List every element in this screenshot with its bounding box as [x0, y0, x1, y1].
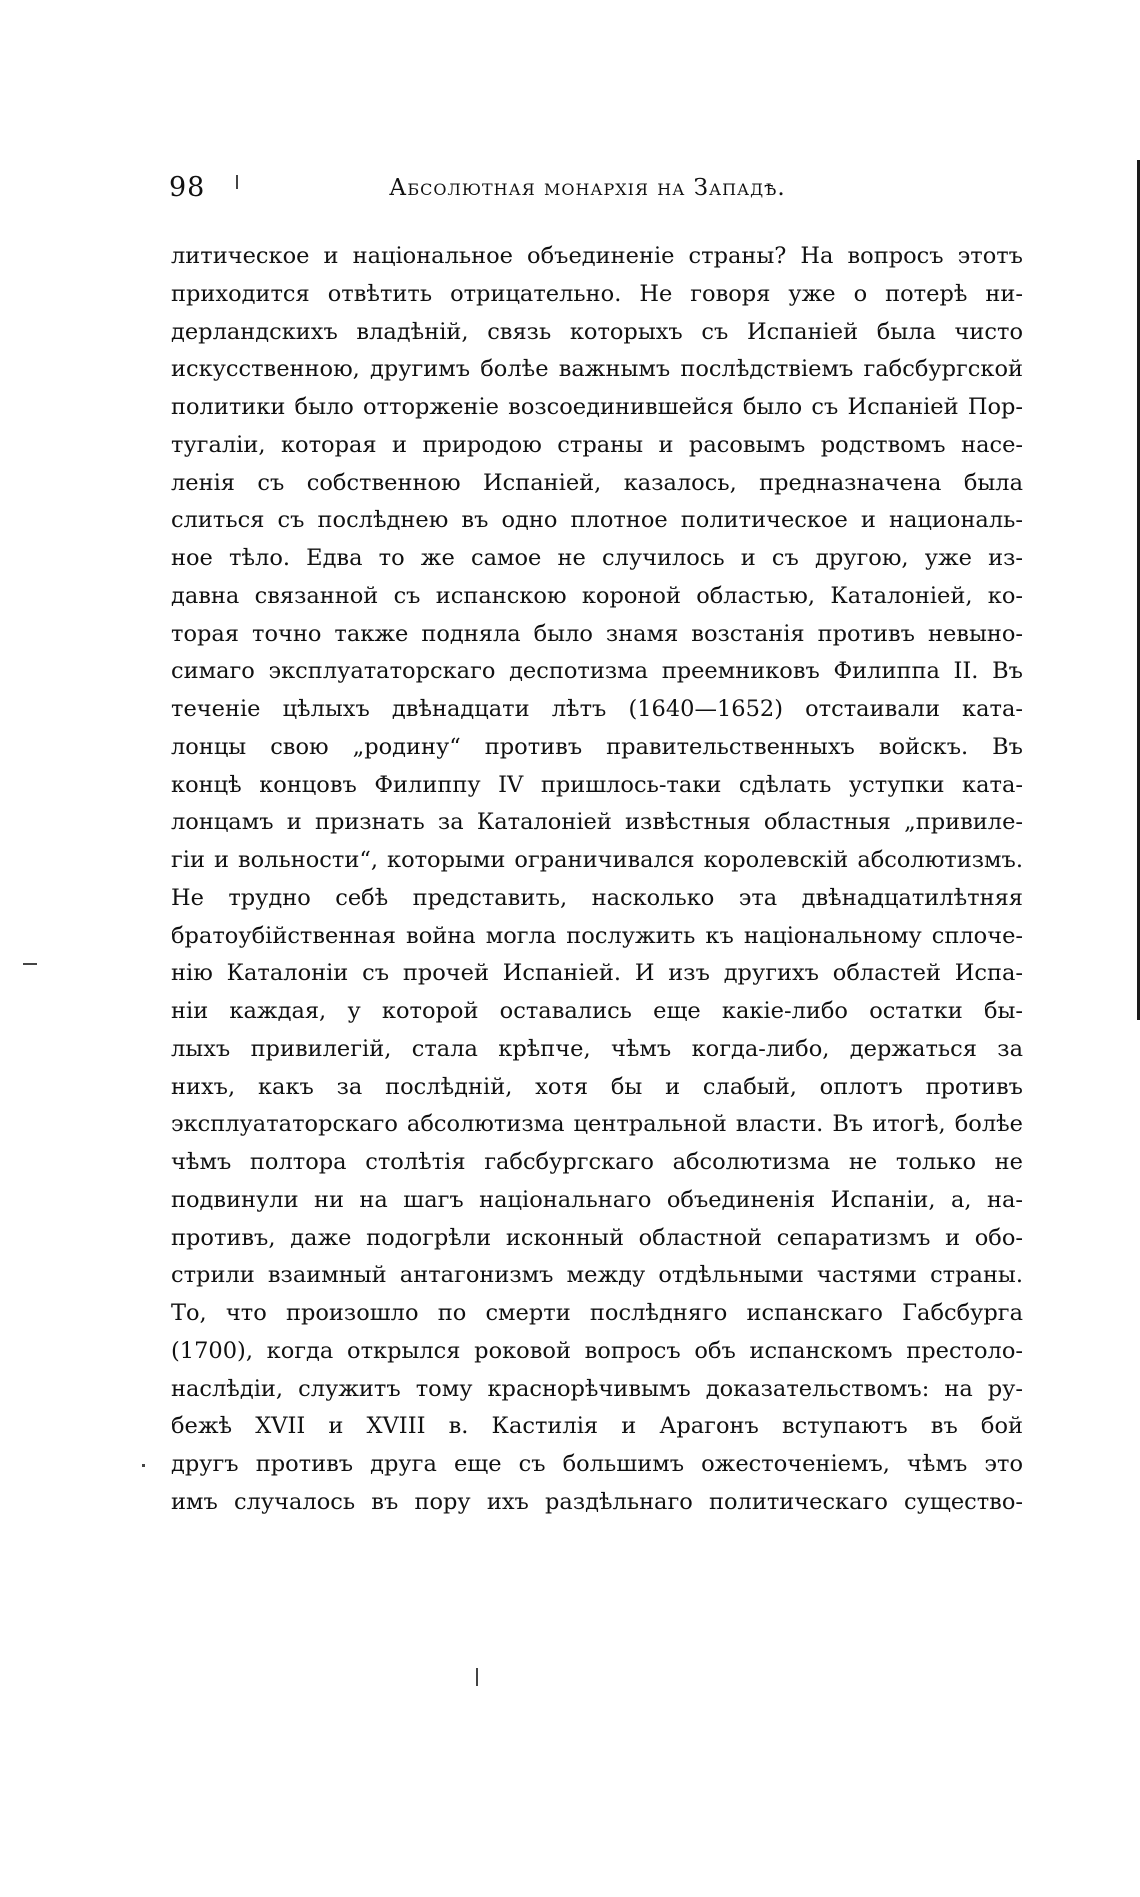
text-line: ніи каждая, у которой оставались еще какіе-либо остатки бы- [171, 998, 1023, 1024]
text-line: братоубійственная война могла послужить къ національному сплоче- [171, 922, 1023, 949]
text-line: давна связанной съ испанскою короной областью, Каталоніей, ко- [171, 582, 1023, 609]
text-line: бежѣ XVII и XVIII в. Кастилія и Арагонъ вступаютъ въ бой [171, 1413, 1023, 1440]
body-text [171, 238, 1023, 1522]
text-line: гіи и вольности“, которыми ограничивался королевскій абсолютизмъ. [171, 847, 1023, 873]
text-line: дерландскихъ владѣній, связь которыхъ съ Испаніей была чисто [171, 318, 1023, 345]
text-line: лонцы свою „родину“ противъ правительственныхъ войскъ. Въ [171, 733, 1023, 760]
page-header [169, 168, 1030, 208]
text-line: Не трудно себѣ представить, насколько эта двѣнадцатилѣтняя [171, 884, 1023, 911]
text-line: искусственною, другимъ болѣе важнымъ послѣдствіемъ габсбургской [171, 356, 1023, 383]
text-line: торая точно также подняла было знамя возстанія противъ невыно- [171, 620, 1023, 647]
text-line: ленія съ собственною Испаніей, казалось, предназначена была [171, 469, 1023, 496]
text-line: лыхъ привилегій, стала крѣпче, чѣмъ когда-либо, держаться за [171, 1035, 1023, 1062]
text-line: подвинули ни на шагъ національнаго объединенія Испаніи, а, на- [171, 1186, 1023, 1213]
scan-speck [476, 1668, 478, 1686]
text-line: приходится отвѣтить отрицательно. Не говоря уже о потерѣ ни- [171, 280, 1023, 307]
text-line: чѣмъ полтора столѣтія габсбургскаго абсолютизма не только не [171, 1149, 1023, 1175]
text-line: теченіе цѣлыхъ двѣнадцати лѣтъ (1640—1652) отстаивали ката- [171, 696, 1023, 722]
page-number: 98 [169, 172, 206, 203]
text-line: стрили взаимный антагонизмъ между отдѣльными частями страны. [171, 1262, 1023, 1289]
text-line: политики было отторженіе возсоединившейся было съ Испаніей Пор- [171, 394, 1023, 420]
text-line: нихъ, какъ за послѣдній, хотя бы и слабый, оплотъ противъ [171, 1073, 1023, 1100]
text-line: концѣ концовъ Филиппу IV пришлось-таки сдѣлать уступки ката- [171, 771, 1023, 798]
text-line: другъ противъ друга еще съ большимъ ожесточеніемъ, чѣмъ это [171, 1451, 1023, 1477]
text-line: нію Каталоніи съ прочей Испаніей. И изъ другихъ областей Испа- [171, 960, 1023, 987]
text-line: лонцамъ и признать за Каталоніей извѣстныя областныя „привиле- [171, 809, 1023, 836]
running-title: Абсолютная монархія на Западѣ. [389, 175, 786, 201]
text-line: противъ, даже подогрѣли исконный областной сепаратизмъ и обо- [171, 1224, 1023, 1251]
text-line: тугаліи, которая и природою страны и расовымъ родствомъ насе- [171, 431, 1023, 458]
text-line: наслѣдіи, служитъ тому краснорѣчивымъ доказательствомъ: на ру- [171, 1375, 1023, 1402]
text-line: То, что произошло по смерти послѣдняго испанскаго Габсбурга [171, 1300, 1023, 1326]
text-line: (1700), когда открылся роковой вопросъ объ испанскомъ престоло- [171, 1337, 1023, 1364]
scan-speck [142, 1464, 145, 1467]
text-line: литическое и національное объединеніе страны? На вопросъ этотъ [171, 243, 1023, 269]
text-line: имъ случалось въ пору ихъ раздѣльнаго политическаго существо- [171, 1488, 1023, 1515]
text-line: ное тѣло. Едва то же самое не случилось и съ другою, уже из- [171, 545, 1023, 571]
text-line: симаго эксплуататорскаго деспотизма преемниковъ Филиппа II. Въ [171, 658, 1023, 685]
scan-speck [23, 963, 37, 965]
text-line: слиться съ послѣднею въ одно плотное политическое и националь- [171, 507, 1023, 534]
text-line: эксплуататорскаго абсолютизма центральной власти. Въ итогѣ, болѣе [171, 1111, 1023, 1138]
